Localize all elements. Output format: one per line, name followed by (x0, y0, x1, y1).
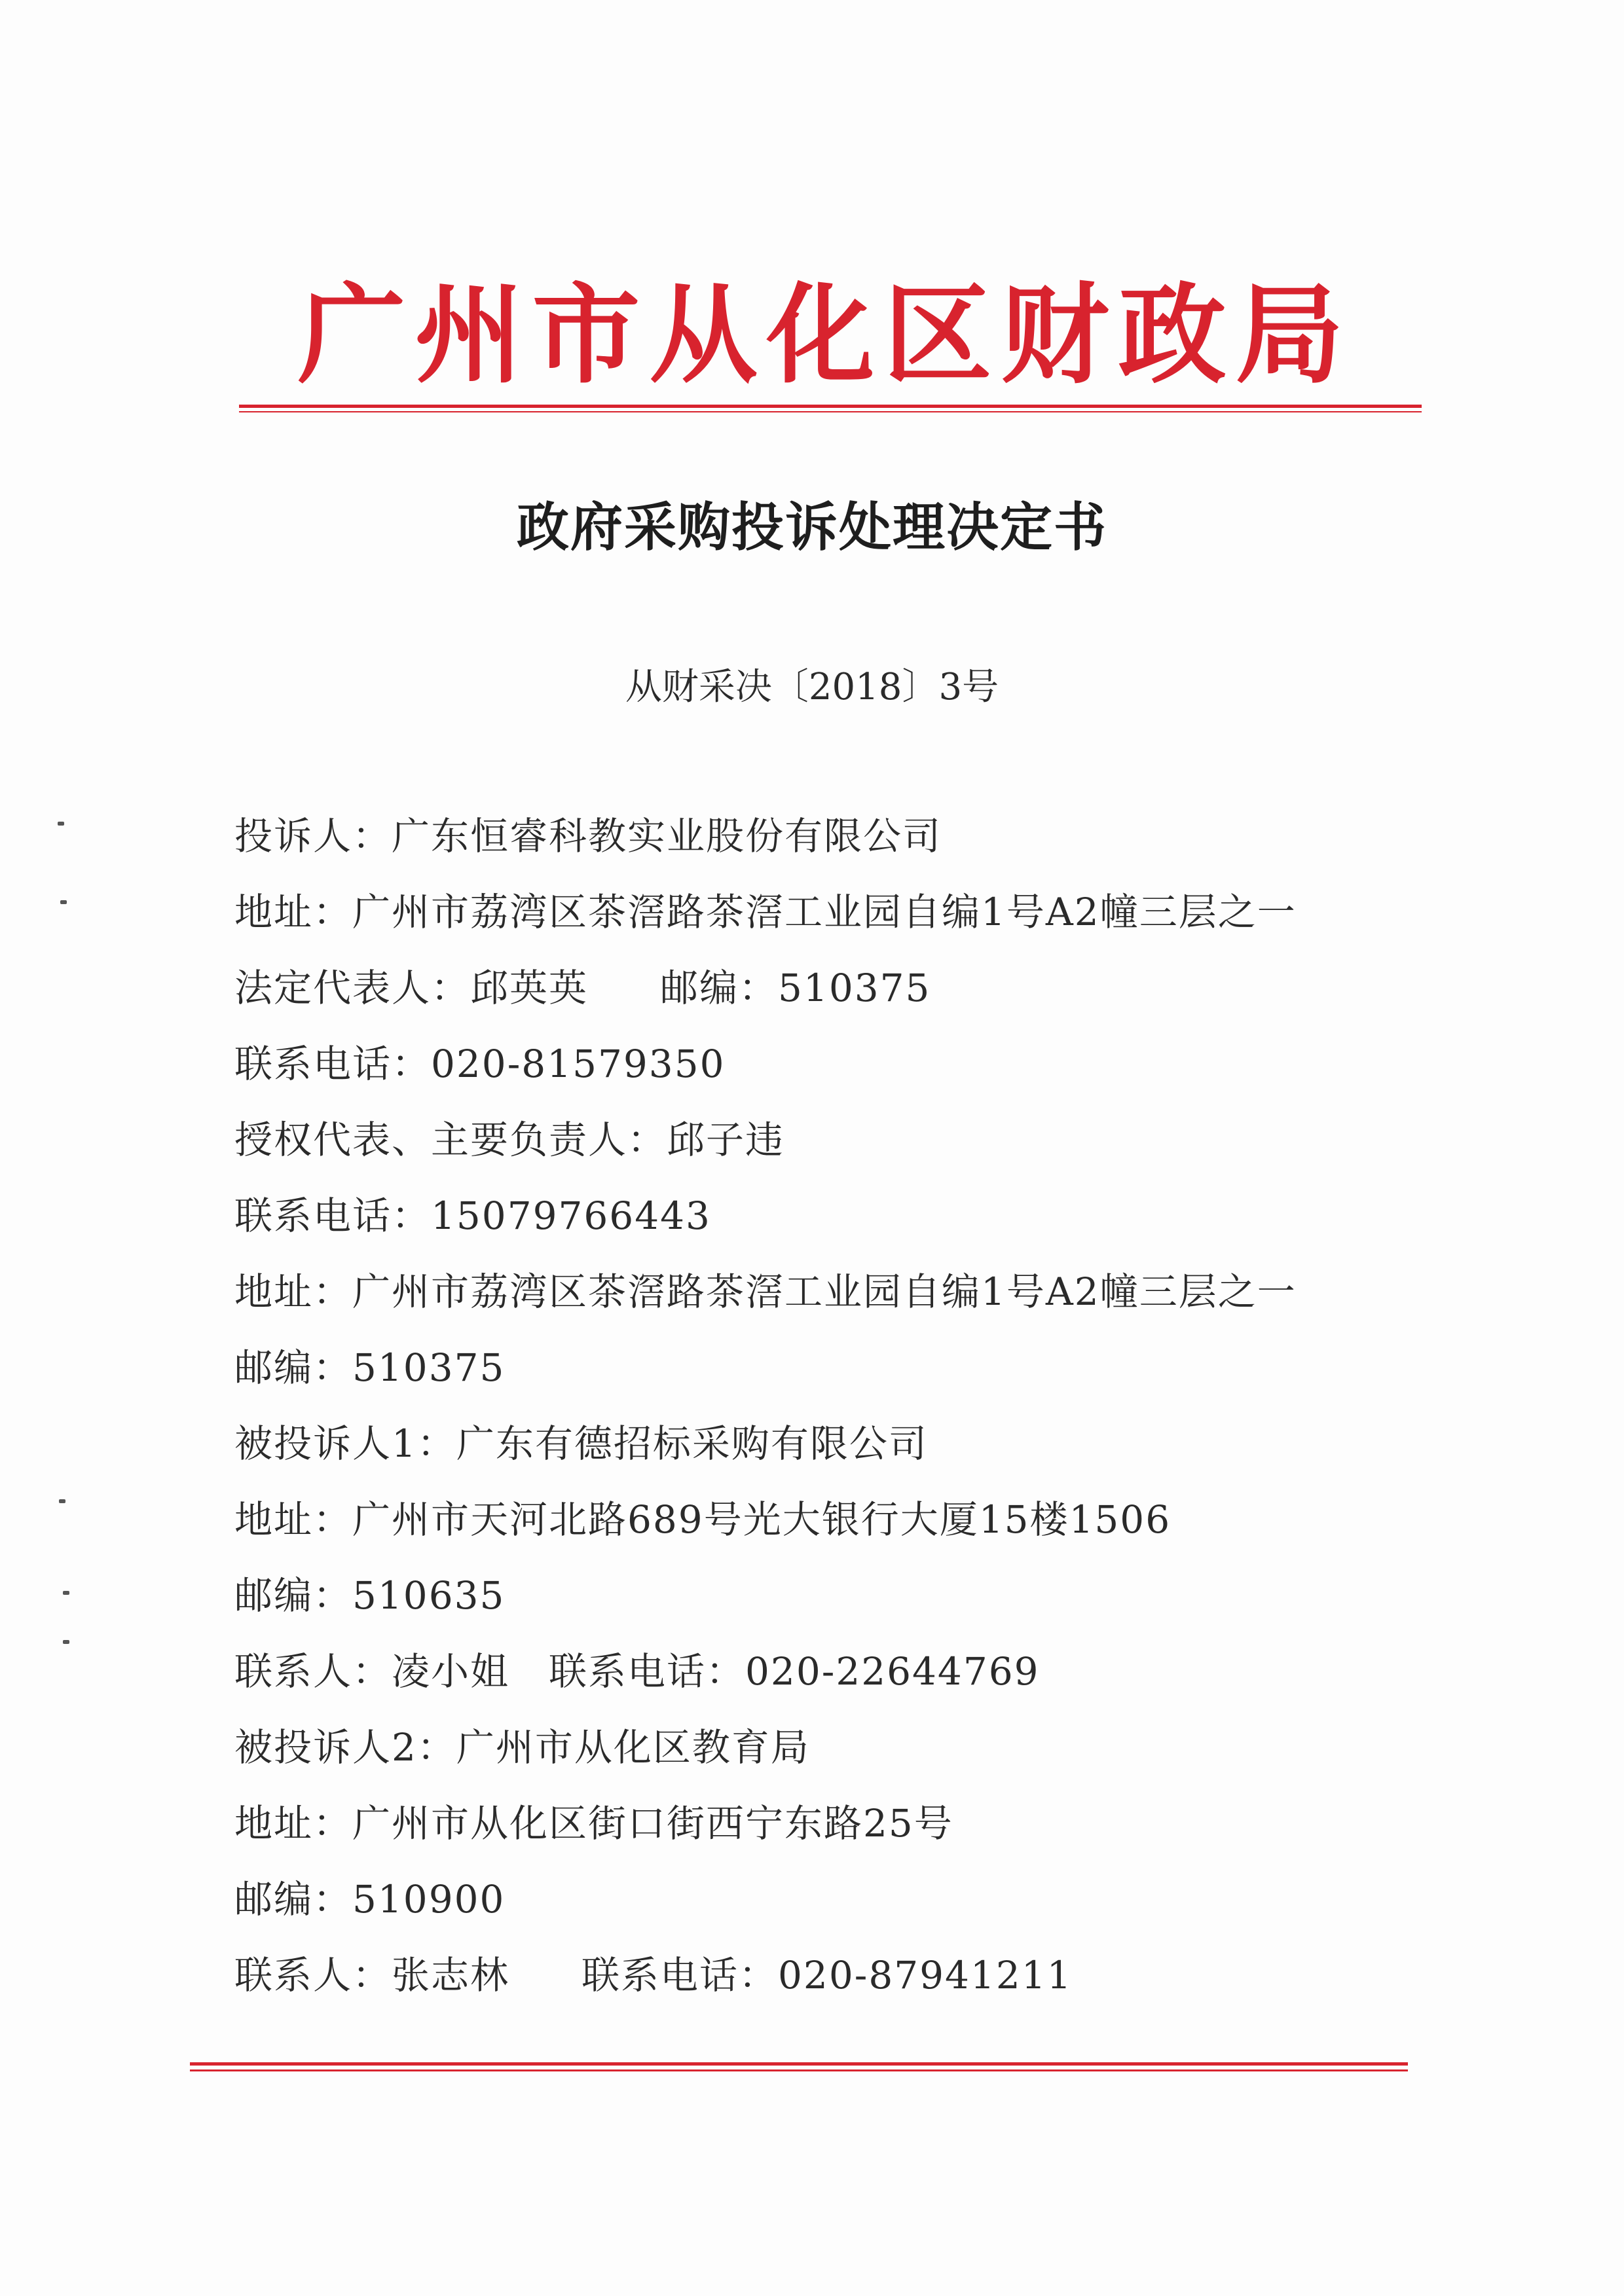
complainant-phone: 联系电话：020-81579350 (234, 1042, 726, 1086)
scan-speck (63, 1640, 69, 1644)
scan-speck (63, 1591, 69, 1595)
respondent-2-contact-line (234, 1953, 1413, 2032)
authorized-address: 地址：广州市荔湾区茶滘路茶滘工业园自编1号A2幢三层之一 (234, 1269, 1297, 1314)
complainant-legal-rep-line (234, 966, 1413, 1045)
complainant-postcode: 邮编：510375 (660, 966, 931, 1010)
header-red-rule (239, 405, 1422, 412)
scan-speck (60, 900, 67, 904)
respondent-1-contact-line (234, 1649, 1413, 1728)
respondent-1-postcode: 邮编：510635 (234, 1573, 506, 1618)
authorized-rep: 授权代表、主要负责人：邱子违 (234, 1118, 785, 1162)
legal-rep: 法定代表人：邱英英 (234, 966, 589, 1010)
complainant-address: 地址：广州市荔湾区茶滘路茶滘工业园自编1号A2幢三层之一 (234, 890, 1297, 934)
respondent-2-postcode: 邮编：510900 (234, 1877, 506, 1922)
agency-header: 广州市从化区财政局 (297, 272, 1353, 398)
footer-red-rule (190, 2062, 1408, 2071)
authorized-postcode: 邮编：510375 (234, 1345, 506, 1390)
scan-speck (58, 822, 64, 826)
document-title: 政府采购投诉处理决定书 (517, 496, 1107, 558)
respondent-1-contact: 联系人：凌小姐 (234, 1649, 510, 1694)
respondent-2-name: 被投诉人2：广州市从化区教育局 (234, 1725, 810, 1770)
party-details (234, 814, 1413, 2032)
respondent-1-phone: 联系电话：020-22644769 (549, 1649, 1040, 1694)
document-number: 从财采决〔2018〕3号 (625, 666, 999, 708)
respondent-2-contact: 联系人：张志林 (234, 1953, 510, 1997)
respondent-1-address: 地址：广州市天河北路689号光大银行大厦15楼1506 (234, 1497, 1172, 1542)
scan-speck (59, 1499, 65, 1503)
respondent-2-phone: 联系电话：020-87941211 (581, 1953, 1073, 1997)
authorized-phone: 联系电话：15079766443 (234, 1194, 711, 1238)
respondent-1-name: 被投诉人1：广东有德招标采购有限公司 (234, 1421, 928, 1466)
respondent-2-address: 地址：广州市从化区街口街西宁东路25号 (234, 1801, 953, 1846)
complainant-name: 投诉人：广东恒睿科教实业股份有限公司 (234, 814, 942, 858)
